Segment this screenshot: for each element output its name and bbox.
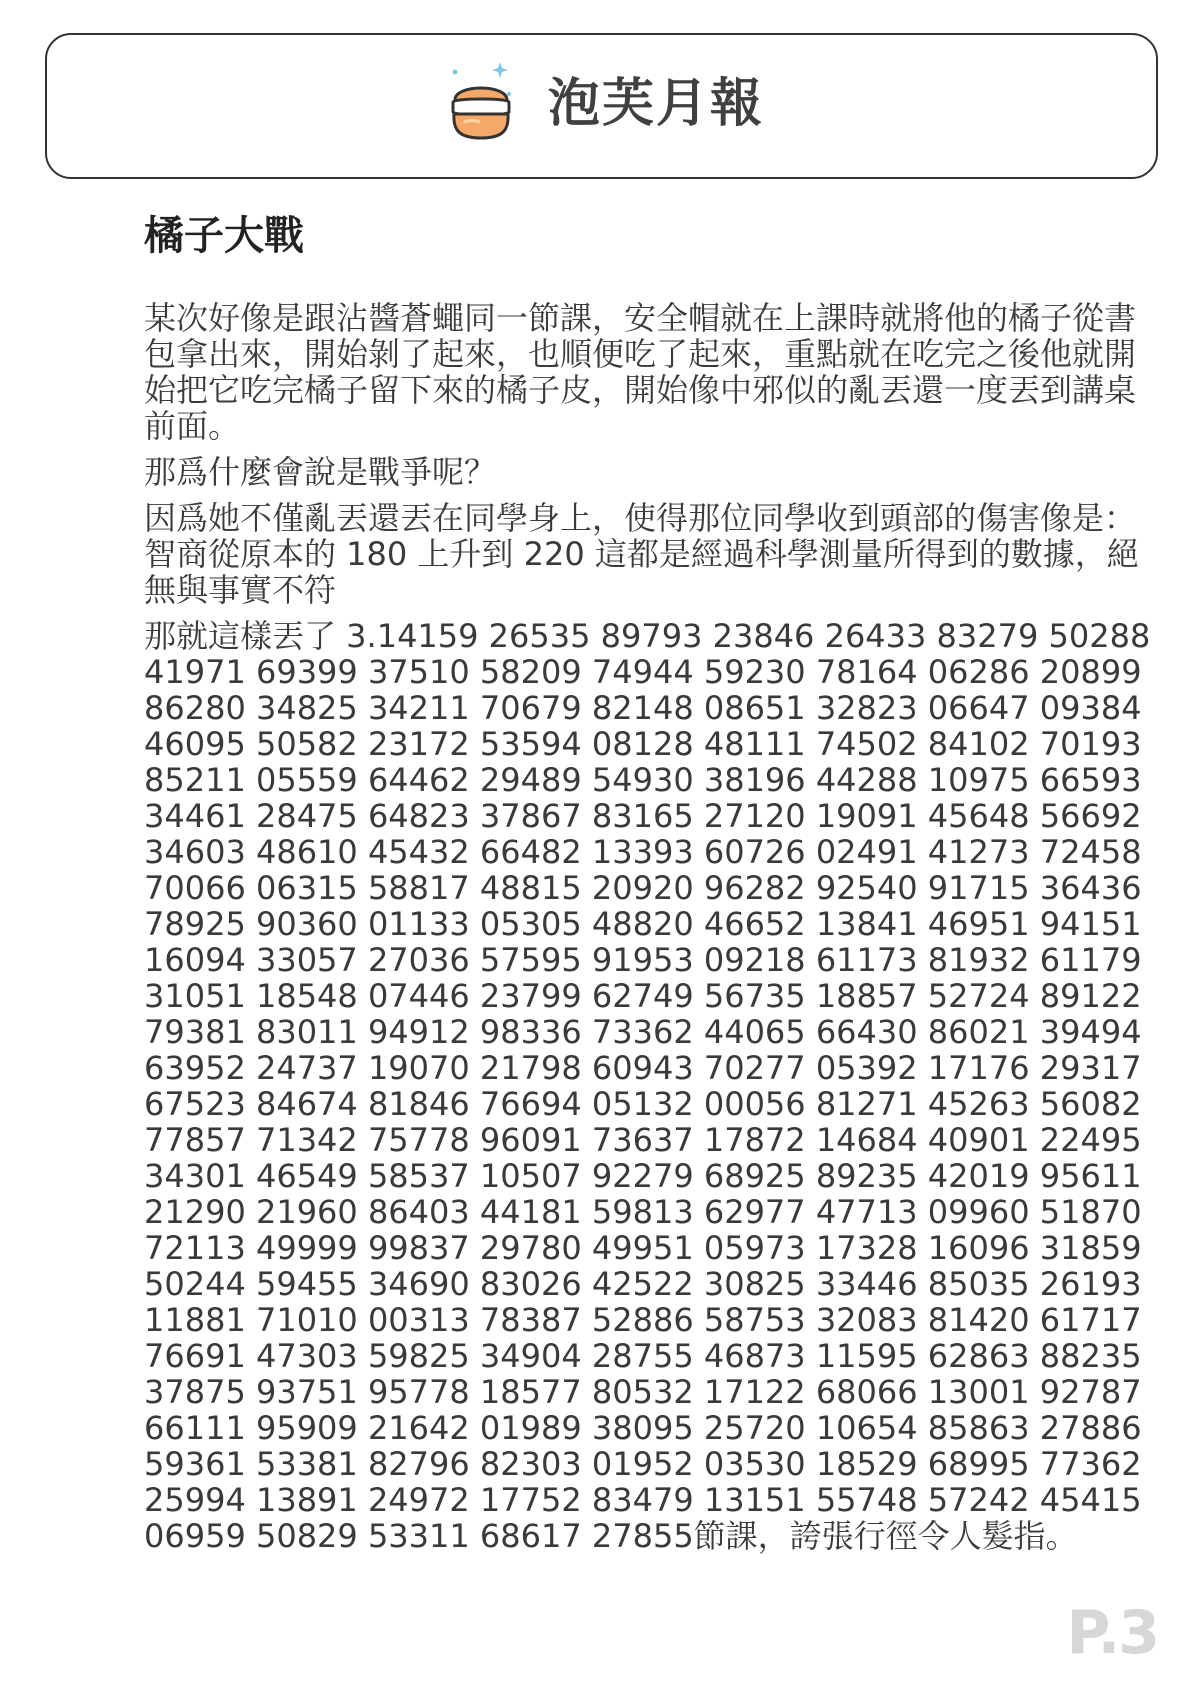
article-paragraph: 那就這樣丟了 3.14159 26535 89793 23846 26433 83279 50288 41971 69399 37510 58209 74944 59230 78164 06286 20899 86280 34825 34211 70679 82148 08651 32823 06647 09384 46095 50582 23172 53594 08128 48111 74502 84102 70193 85211 05559 64462 29489 54930 38196 44288 10975 66593 34461 28475 64823 37867 83165 27120 19091 45648 56692 34603 48610 45432 66482 13393 60726 02491 41273 72458 70066 06315 58817 48815 20920 96282 92540 91715 36436 78925 90360 01133 05305 48820 46652 13841 46951 94151 16094 33057 27036 57595 91953 09218 61173 81932 61179 31051 18548 07446 23799 62749 56735 18857 52724 89122 79381 83011 94912 98336 73362 44065 66430 86021 39494 63952 24737 19070 21798 60943 70277 05392 17176 29317 67523 84674 81846 76694 05132 00056 81271 45263 56082 77857 71342 75778 96091 73637 17872 14684 40901 22495 34301 46549 58537 10507 92279 68925 89235 42019 95611 21290 21960 86403 44181 59813 62977 47713 09960 51870 72113 49999 99837 29780 49951 05973 17328 16096 31859 50244 59455 34690 83026 42522 30825 33446 85035 26193 11881 71010 00313 78387 52886 58753 32083 81420 61717 76691 47303 59825 34904 28755 46873 11595 62863 88235 37875 93751 95778 18577 80532 17122 68066 13001 92787 66111 95909 21642 01989 38095 25720 10654 85863 27886 59361 53381 82796 82303 01952 03530 18529 68995 77362 25994 13891 24972 17752 83479 13151 55748 57242 45415 06959 50829 53311 68617 27855節課，誇張行徑令人髮指。 (144, 617, 1151, 1555)
article-title: 橘子大戰 (144, 213, 304, 259)
article (144, 208, 1156, 1564)
page-number: P.3 (1066, 1598, 1158, 1668)
magazine-title: 泡芙月報 (548, 74, 765, 134)
cream-puff-icon (445, 60, 517, 150)
article-paragraph: 某次好像是跟沾醬蒼蠅同一節課，安全帽就在上課時就將他的橘子從書包拿出來，開始剝了起來，也順便吃了起來，重點就在吃完之後他就開始把它吃完橘子留下來的橘子皮，開始像中邪似的亂丟還一度丟到講桌前面。 (144, 299, 1137, 445)
article-paragraph: 那爲什麼會說是戰爭呢？ (144, 453, 497, 491)
article-paragraph: 因爲她不僅亂丟還丟在同學身上，使得那位同學收到頭部的傷害像是：智商從原本的 180 上升到 220 這都是經過科學測量所得到的數據，絕無與事實不符 (144, 499, 1139, 609)
